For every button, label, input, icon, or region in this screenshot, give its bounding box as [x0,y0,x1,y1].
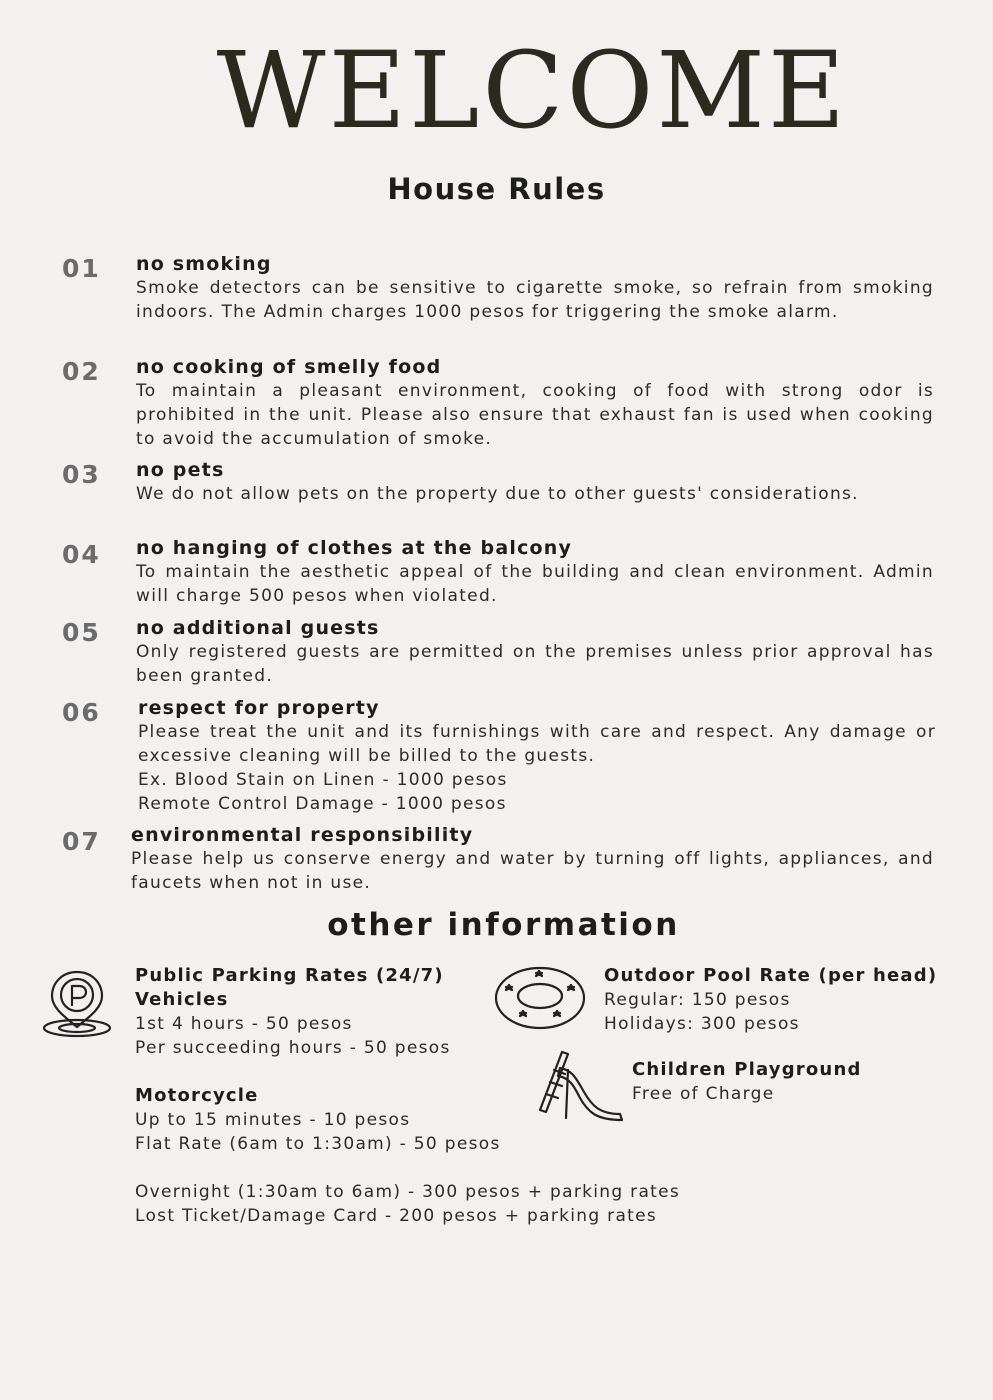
rule-text: Smoke detectors can be sensitive to cigarette smoke, so refrain from smoking indoors. The Admin charges 1000 pesos for triggering the smoke alarm. [136,278,934,322]
rule-text: Please treat the unit and its furnishings with care and respect. Any damage or excessive cleaning will be billed to the guests. [138,722,936,766]
parking-rate-line: Per succeeding hours - 50 pesos [135,1038,451,1058]
rule-text: We do not allow pets on the property due to other guests' considerations. [136,484,859,504]
rule-title: no cooking of smelly food [136,356,442,378]
playground-info [632,1058,862,1106]
rule-number: 01 [62,254,101,283]
rule-number: 07 [62,827,101,856]
rule-number: 02 [62,357,101,386]
pool-heading: Outdoor Pool Rate (per head) [604,965,938,986]
rule-title: no hanging of clothes at the balcony [136,537,573,559]
pool-float-icon [492,964,588,1036]
parking-rate-line: 1st 4 hours - 50 pesos [135,1014,353,1034]
welcome-title: WELCOME [216,29,849,152]
pool-info [604,964,937,1036]
parking-heading: Public Parking Rates (24/7) [135,965,444,986]
rule-number: 06 [62,698,101,727]
rule-title: no smoking [136,253,272,275]
rule-number: 04 [62,540,101,569]
rule-title: no additional guests [136,617,380,639]
rule-example: Ex. Blood Stain on Linen - 1000 pesos [138,770,508,790]
vehicles-heading: Vehicles [135,989,229,1010]
house-rules-subtitle: House Rules [387,172,606,206]
other-information-title: other information [327,907,680,943]
slide-icon [534,1048,628,1126]
playground-rate-line: Free of Charge [632,1084,775,1104]
motorcycle-heading: Motorcycle [135,1085,259,1106]
rule-title: environmental responsibility [131,824,474,846]
rule-example: Remote Control Damage - 1000 pesos [138,794,507,814]
pool-rate-line: Holidays: 300 pesos [604,1014,800,1034]
rule-text: Only registered guests are permitted on the premises unless prior approval has been granted. [136,642,934,686]
playground-heading: Children Playground [632,1059,862,1080]
rule-title: respect for property [138,697,380,719]
parking-rate-line: Up to 15 minutes - 10 pesos [135,1110,411,1130]
parking-rate-line: Overnight (1:30am to 6am) - 300 pesos + parking rates [135,1182,681,1202]
pool-rate-line: Regular: 150 pesos [604,990,791,1010]
rule-text: Please help us conserve energy and water by turning off lights, appliances, and faucets when not in use. [131,849,934,893]
parking-rate-line: Lost Ticket/Damage Card - 200 pesos + parking rates [135,1206,658,1226]
rule-text: To maintain the aesthetic appeal of the building and clean environment. Admin will charge 500 pesos when violated. [136,562,934,606]
parking-rate-line: Flat Rate (6am to 1:30am) - 50 pesos [135,1134,501,1154]
rule-text: To maintain a pleasant environment, cooking of food with strong odor is prohibited in the unit. Please also ensure that exhaust fan is used when cooking to avoid the accumulation of smoke. [136,381,934,449]
parking-pin-icon [40,964,114,1044]
rule-title: no pets [136,459,225,481]
rule-number: 03 [62,460,101,489]
rule-number: 05 [62,618,101,647]
